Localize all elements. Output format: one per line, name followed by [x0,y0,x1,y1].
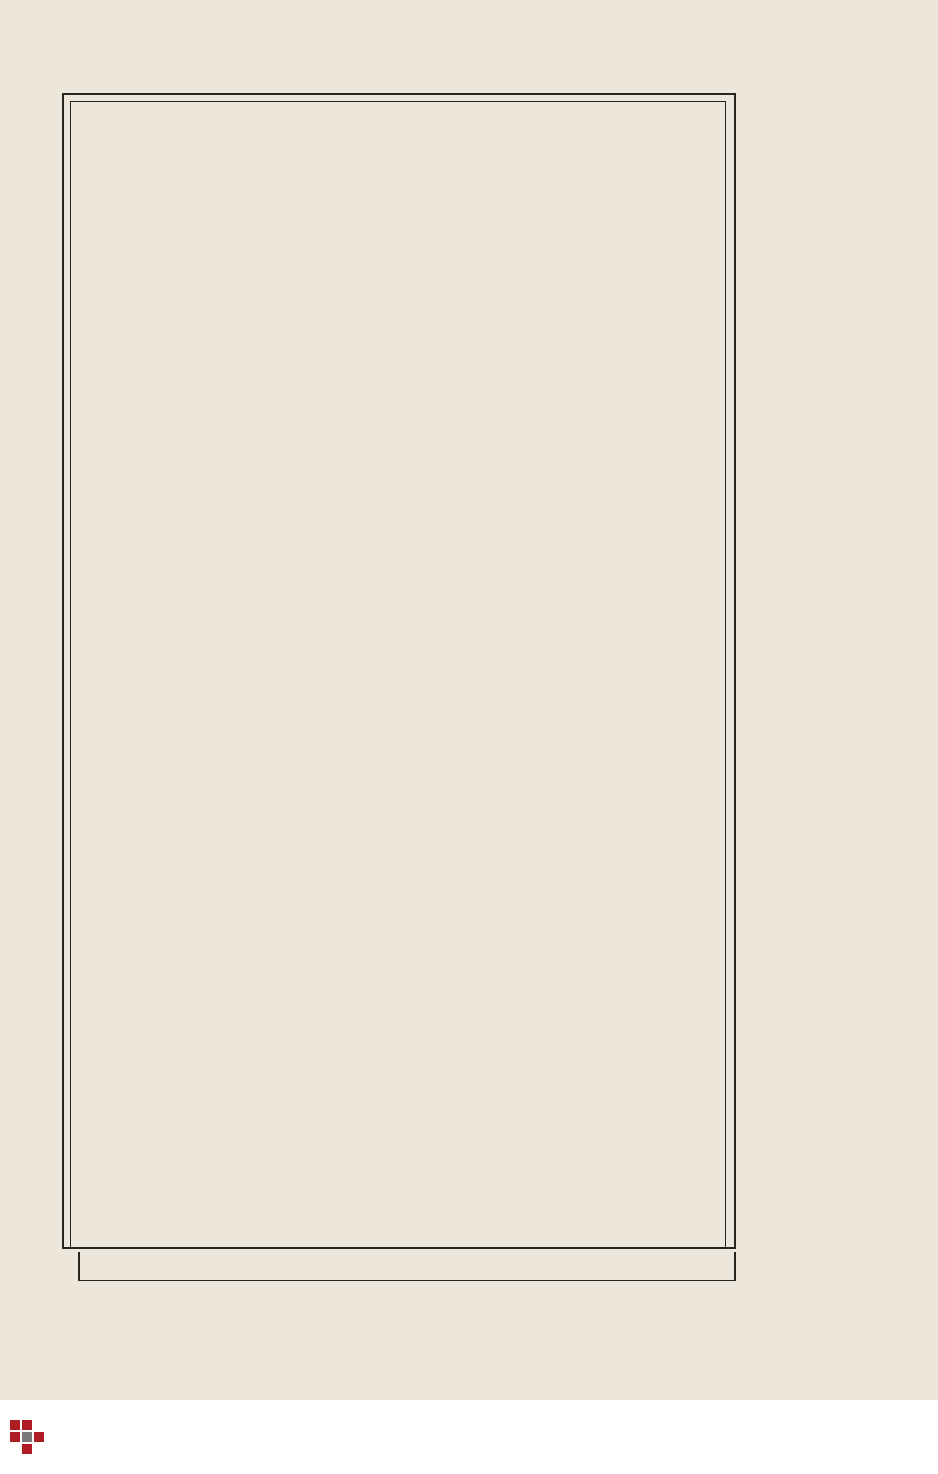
footer-rule [62,1247,734,1249]
library-logo-icon [10,1420,44,1454]
digitization-banner [0,1400,938,1474]
page-footer [78,1252,736,1281]
page-frame-inner [70,101,726,1248]
